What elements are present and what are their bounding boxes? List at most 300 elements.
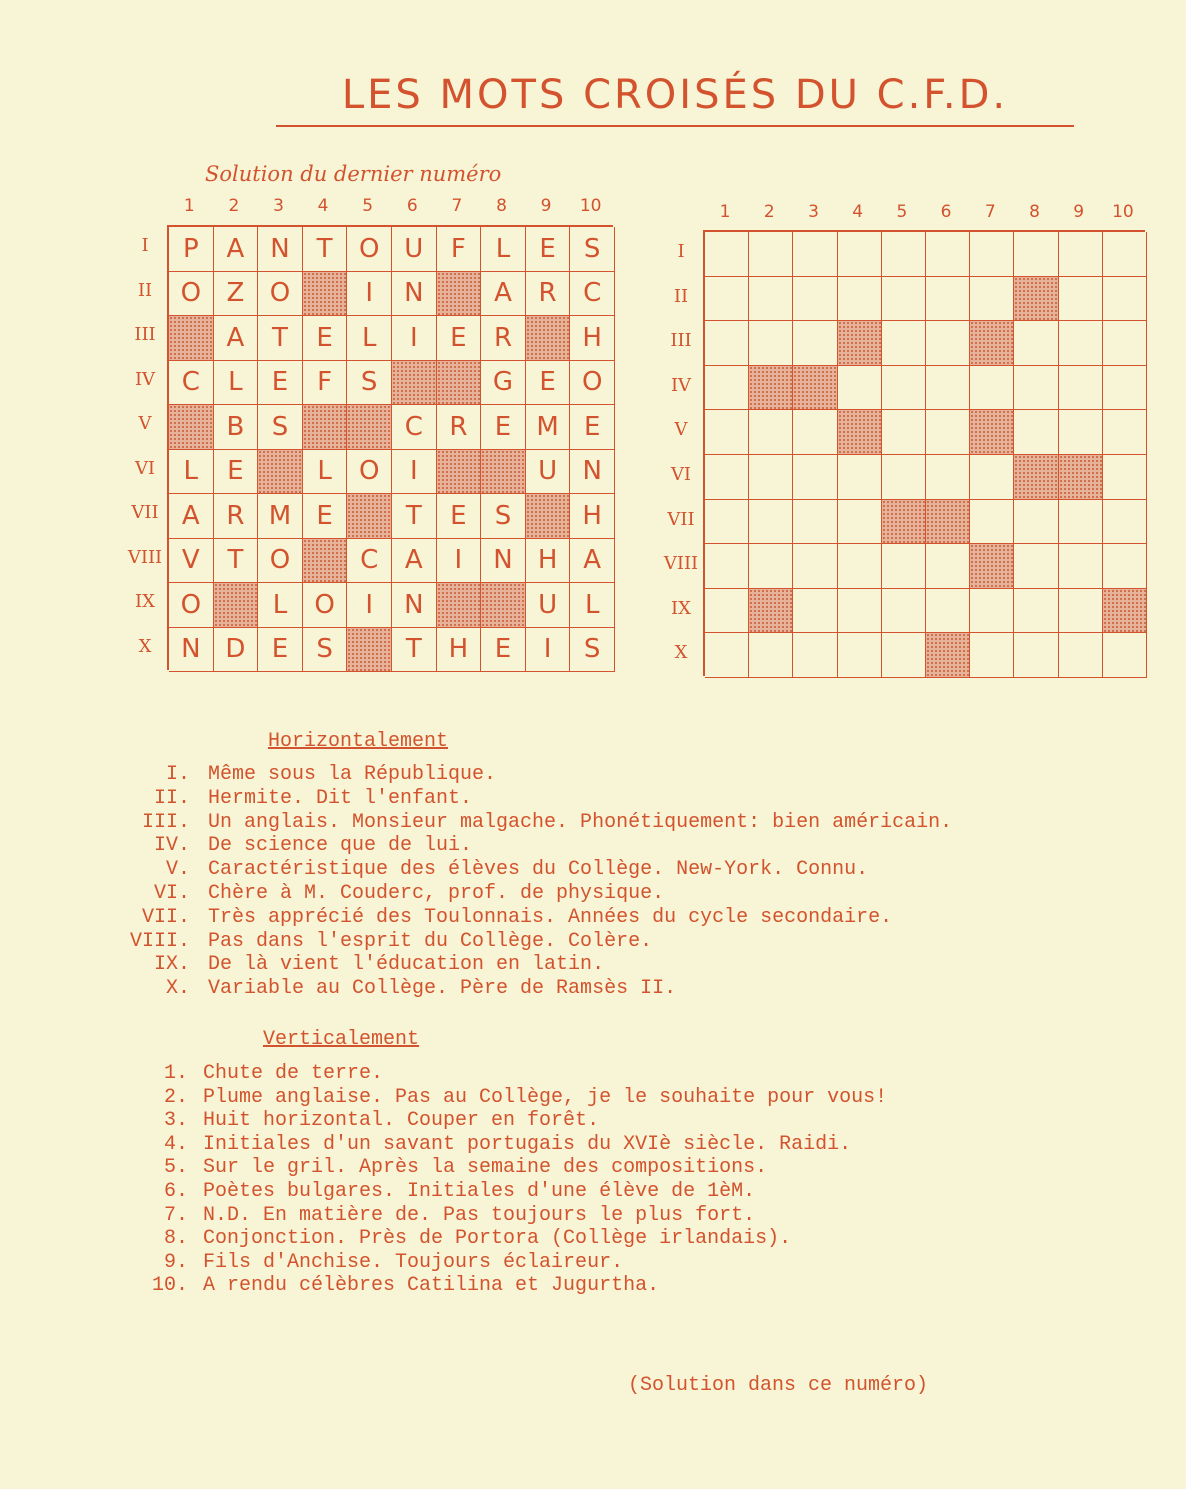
solution-column-number: 3	[273, 196, 284, 216]
grid-cell: B	[214, 405, 259, 450]
grid-cell: L	[169, 450, 214, 495]
puzzle-column-number: 8	[1029, 202, 1040, 222]
black-square	[481, 450, 526, 495]
empty-cell	[793, 633, 837, 678]
empty-cell	[1103, 277, 1147, 322]
grid-cell: L	[214, 361, 259, 406]
empty-cell	[970, 500, 1014, 545]
empty-cell	[1059, 589, 1103, 634]
grid-cell: I	[347, 272, 392, 317]
black-square	[1014, 277, 1058, 322]
grid-cell: C	[570, 272, 615, 317]
clue-line	[0, 1204, 755, 1227]
empty-cell	[838, 455, 882, 500]
grid-cell: U	[392, 227, 437, 272]
empty-cell	[705, 455, 749, 500]
black-square	[169, 405, 214, 450]
grid-cell: L	[347, 316, 392, 361]
empty-cell	[1059, 232, 1103, 277]
clue-number: 3.	[163, 1109, 188, 1133]
grid-cell: C	[347, 539, 392, 584]
clue-text: Très apprécié des Toulonnais. Années du cycle secondaire.	[208, 905, 893, 929]
grid-cell: C	[392, 405, 437, 450]
clue-text: Chute de terre.	[203, 1062, 384, 1085]
black-square	[1103, 589, 1147, 634]
black-square	[437, 450, 482, 495]
solution-column-number: 4	[317, 196, 329, 216]
empty-cell	[1014, 321, 1058, 366]
clue-number: V.	[165, 858, 190, 882]
grid-cell: M	[258, 494, 303, 539]
grid-cell: R	[437, 405, 482, 450]
clue-line	[0, 1062, 383, 1085]
empty-cell	[882, 410, 926, 455]
grid-cell: S	[481, 494, 526, 539]
black-square	[303, 272, 348, 317]
grid-cell: R	[481, 316, 526, 361]
empty-cell	[926, 410, 970, 455]
grid-cell: E	[481, 628, 526, 673]
clue-number: 9.	[163, 1250, 188, 1274]
grid-cell: I	[437, 539, 482, 584]
black-square	[347, 494, 392, 539]
grid-cell: S	[258, 405, 303, 450]
grid-cell: F	[437, 227, 482, 272]
solution-row-number: II	[137, 279, 153, 301]
solution-column-number: 2	[228, 196, 240, 216]
black-square	[303, 405, 348, 450]
solution-column-number: 6	[406, 196, 418, 216]
clue-line	[0, 1156, 767, 1179]
black-square	[1014, 455, 1058, 500]
grid-cell: E	[437, 494, 482, 539]
puzzle-column-number: 10	[1112, 202, 1134, 222]
empty-cell	[705, 544, 749, 589]
grid-cell: T	[214, 539, 259, 584]
grid-cell: N	[258, 227, 303, 272]
clue-number: 5.	[163, 1156, 188, 1180]
grid-cell: L	[258, 583, 303, 628]
solution-row-number: I	[141, 235, 149, 256]
empty-cell	[749, 277, 793, 322]
grid-cell: L	[570, 583, 615, 628]
grid-cell: N	[481, 539, 526, 584]
empty-cell	[793, 500, 837, 545]
empty-cell	[1059, 277, 1103, 322]
empty-cell	[970, 589, 1014, 634]
grid-cell: E	[526, 227, 571, 272]
black-square	[437, 361, 482, 406]
empty-cell	[705, 366, 749, 411]
grid-cell: N	[169, 628, 214, 673]
empty-cell	[838, 500, 882, 545]
puzzle-column-number: 9	[1073, 202, 1085, 222]
grid-cell: H	[526, 539, 571, 584]
black-square	[214, 583, 259, 628]
clue-text: Même sous la République.	[208, 763, 497, 786]
grid-cell: L	[303, 450, 348, 495]
clue-text: Variable au Collège. Père de Ramsès II.	[208, 977, 677, 1001]
grid-cell: O	[347, 450, 392, 495]
black-square	[481, 583, 526, 628]
grid-cell: A	[214, 227, 259, 272]
clue-line	[0, 1109, 599, 1132]
empty-cell	[1059, 633, 1103, 678]
empty-cell	[970, 366, 1014, 411]
grid-cell: U	[526, 583, 571, 628]
empty-cell	[1059, 544, 1103, 589]
empty-cell	[793, 277, 837, 322]
grid-cell: A	[169, 494, 214, 539]
clue-number: I.	[165, 763, 190, 786]
grid-cell: E	[526, 361, 571, 406]
empty-cell	[1103, 544, 1147, 589]
clue-line	[0, 1227, 791, 1250]
grid-cell: D	[214, 628, 259, 673]
empty-cell	[749, 544, 793, 589]
grid-cell: U	[526, 450, 571, 495]
puzzle-row-number: VI	[670, 464, 692, 485]
empty-cell	[882, 277, 926, 322]
solution-column-number: 7	[451, 196, 463, 216]
solution-column-number: 8	[496, 196, 507, 216]
empty-cell	[926, 277, 970, 322]
black-square	[926, 500, 970, 545]
clue-number: 4.	[163, 1132, 188, 1156]
clue-text: Chère à M. Couderc, prof. de physique.	[208, 882, 665, 905]
clue-number: 8.	[163, 1227, 188, 1251]
puzzle-row-number: X	[674, 642, 688, 664]
vertical-heading: Verticalement	[263, 1028, 420, 1051]
empty-cell	[926, 544, 970, 589]
black-square	[882, 500, 926, 545]
empty-cell	[1103, 366, 1147, 411]
grid-cell: E	[303, 494, 348, 539]
empty-cell	[882, 455, 926, 500]
puzzle-row-number: VII	[667, 508, 695, 530]
empty-cell	[882, 589, 926, 634]
clue-line	[0, 1274, 659, 1297]
clue-number: IV.	[153, 834, 190, 858]
empty-cell	[705, 500, 749, 545]
puzzle-column-number: 6	[940, 202, 952, 222]
empty-cell	[705, 633, 749, 678]
empty-cell	[926, 366, 970, 411]
empty-cell	[1103, 321, 1147, 366]
empty-cell	[926, 455, 970, 500]
black-square	[437, 272, 482, 317]
grid-cell: O	[258, 539, 303, 584]
grid-cell: T	[392, 628, 437, 673]
empty-cell	[970, 455, 1014, 500]
grid-cell: I	[526, 628, 571, 673]
solution-row-number: IV	[134, 368, 156, 390]
solution-grid	[167, 225, 613, 670]
grid-cell: O	[258, 272, 303, 317]
grid-cell: A	[214, 316, 259, 361]
clue-number: 6.	[163, 1180, 188, 1203]
grid-cell: T	[303, 227, 348, 272]
solution-row-number: VII	[131, 502, 159, 523]
solution-row-number: VIII	[127, 546, 163, 568]
clue-line	[0, 763, 496, 786]
black-square	[347, 405, 392, 450]
empty-cell	[1014, 633, 1058, 678]
clue-number: VIII.	[129, 929, 190, 953]
grid-cell: I	[392, 316, 437, 361]
black-square	[1059, 455, 1103, 500]
empty-cell	[838, 366, 882, 411]
empty-cell	[1059, 410, 1103, 455]
grid-cell: S	[303, 628, 348, 673]
grid-cell: T	[392, 494, 437, 539]
title-underline	[276, 125, 1074, 127]
empty-cell	[793, 321, 837, 366]
solution-row-number: IX	[135, 591, 155, 612]
grid-cell: I	[347, 583, 392, 628]
clue-text: Pas dans l'esprit du Collège. Colère.	[208, 929, 653, 953]
solution-row-number: V	[138, 413, 152, 434]
puzzle-row-number: II	[673, 285, 689, 307]
empty-cell	[705, 232, 749, 277]
grid-cell: S	[570, 227, 615, 272]
puzzle-column-number: 5	[896, 202, 908, 222]
clue-line	[0, 858, 868, 881]
grid-cell: O	[303, 583, 348, 628]
black-square	[970, 321, 1014, 366]
clue-text: De là vient l'éducation en latin.	[208, 953, 605, 977]
clue-text: Poètes bulgares. Initiales d'une élève de 1èM.	[203, 1180, 756, 1203]
clue-text: Plume anglaise. Pas au Collège, je le souhaite pour vous!	[203, 1085, 888, 1109]
black-square	[258, 450, 303, 495]
empty-cell	[838, 232, 882, 277]
grid-cell: E	[258, 628, 303, 673]
grid-cell: O	[169, 583, 214, 628]
grid-cell: Z	[214, 272, 259, 317]
clue-number: VII.	[141, 905, 190, 929]
clue-number: II.	[153, 786, 190, 810]
black-square	[926, 633, 970, 678]
empty-cell	[749, 321, 793, 366]
grid-cell: O	[169, 272, 214, 317]
puzzle-grid	[703, 230, 1145, 676]
empty-cell	[838, 544, 882, 589]
clue-number: X.	[165, 977, 190, 1001]
empty-cell	[793, 232, 837, 277]
empty-cell	[793, 410, 837, 455]
empty-cell	[882, 232, 926, 277]
solution-column-number: 5	[362, 196, 374, 216]
grid-cell: E	[303, 316, 348, 361]
clue-line	[0, 834, 472, 857]
empty-cell	[1103, 633, 1147, 678]
empty-cell	[882, 366, 926, 411]
clue-number: VI.	[153, 882, 190, 905]
clue-text: Conjonction. Près de Portora (Collège irlandais).	[203, 1227, 792, 1251]
empty-cell	[1014, 544, 1058, 589]
black-square	[303, 539, 348, 584]
grid-cell: N	[570, 450, 615, 495]
clue-line	[0, 930, 652, 953]
grid-cell: E	[258, 361, 303, 406]
grid-cell: S	[347, 361, 392, 406]
grid-cell: N	[392, 272, 437, 317]
empty-cell	[749, 633, 793, 678]
grid-cell: R	[526, 272, 571, 317]
black-square	[970, 544, 1014, 589]
empty-cell	[926, 232, 970, 277]
empty-cell	[1014, 232, 1058, 277]
grid-cell: I	[392, 450, 437, 495]
page-title: LES MOTS CROISÉS DU C.F.D.	[341, 72, 1009, 118]
black-square	[970, 410, 1014, 455]
solution-label: Solution du dernier numéro	[205, 162, 502, 186]
clue-line	[0, 953, 604, 976]
empty-cell	[882, 321, 926, 366]
empty-cell	[1014, 366, 1058, 411]
empty-cell	[882, 633, 926, 678]
grid-cell: O	[570, 361, 615, 406]
grid-cell: E	[214, 450, 259, 495]
empty-cell	[838, 589, 882, 634]
puzzle-column-number: 3	[808, 202, 819, 222]
grid-cell: E	[570, 405, 615, 450]
horizontal-heading: Horizontalement	[268, 730, 449, 753]
puzzle-row-number: IX	[671, 597, 691, 619]
clue-number: 10.	[151, 1274, 188, 1298]
clue-line	[0, 811, 952, 834]
empty-cell	[705, 277, 749, 322]
empty-cell	[1059, 366, 1103, 411]
empty-cell	[882, 544, 926, 589]
puzzle-column-number: 2	[763, 202, 775, 222]
solution-column-number: 9	[540, 196, 552, 216]
solution-row-number: III	[134, 324, 156, 345]
empty-cell	[705, 589, 749, 634]
solution-note: (Solution dans ce numéro)	[628, 1374, 929, 1397]
grid-cell: A	[481, 272, 526, 317]
empty-cell	[1103, 500, 1147, 545]
black-square	[749, 589, 793, 634]
black-square	[526, 316, 571, 361]
black-square	[838, 321, 882, 366]
puzzle-row-number: I	[677, 241, 685, 262]
grid-cell: H	[570, 494, 615, 539]
clue-number: III.	[141, 810, 190, 834]
clue-text: Initiales d'un savant portugais du XVIè siècle. Raidi.	[203, 1132, 852, 1156]
empty-cell	[838, 633, 882, 678]
grid-cell: S	[570, 628, 615, 673]
empty-cell	[749, 455, 793, 500]
solution-row-number: VI	[134, 457, 156, 479]
black-square	[838, 410, 882, 455]
clue-text: Huit horizontal. Couper en forêt.	[203, 1109, 600, 1133]
empty-cell	[749, 500, 793, 545]
empty-cell	[749, 410, 793, 455]
grid-cell: T	[258, 316, 303, 361]
grid-cell: E	[437, 316, 482, 361]
grid-cell: H	[437, 628, 482, 673]
grid-cell: O	[347, 227, 392, 272]
empty-cell	[970, 633, 1014, 678]
clue-line	[0, 1251, 623, 1274]
empty-cell	[1014, 500, 1058, 545]
empty-cell	[1014, 410, 1058, 455]
puzzle-row-number: IV	[670, 374, 692, 396]
clue-number: 2.	[163, 1085, 188, 1109]
clue-number: 7.	[163, 1203, 188, 1227]
puzzle-row-number: VIII	[663, 553, 699, 575]
empty-cell	[838, 277, 882, 322]
empty-cell	[970, 277, 1014, 322]
grid-cell: L	[481, 227, 526, 272]
grid-cell: C	[169, 361, 214, 406]
solution-row-number: X	[138, 635, 152, 657]
grid-cell: E	[481, 405, 526, 450]
empty-cell	[1014, 589, 1058, 634]
clue-text: Fils d'Anchise. Toujours éclaireur.	[203, 1250, 624, 1274]
clue-number: 1.	[163, 1062, 188, 1085]
empty-cell	[793, 589, 837, 634]
grid-cell: N	[392, 583, 437, 628]
empty-cell	[970, 232, 1014, 277]
clue-line	[0, 906, 892, 929]
empty-cell	[926, 589, 970, 634]
solution-column-number: 1	[183, 196, 195, 216]
black-square	[347, 628, 392, 673]
grid-cell: M	[526, 405, 571, 450]
clue-text: Un anglais. Monsieur malgache. Phonétiquement: bien américain.	[208, 810, 953, 834]
clue-line	[0, 882, 664, 905]
clue-line	[0, 787, 472, 810]
empty-cell	[1059, 321, 1103, 366]
empty-cell	[926, 321, 970, 366]
clue-text: De science que de lui.	[208, 834, 473, 858]
clue-text: Hermite. Dit l'enfant.	[208, 786, 473, 810]
empty-cell	[793, 455, 837, 500]
clue-text: A rendu célèbres Catilina et Jugurtha.	[203, 1274, 660, 1298]
puzzle-row-number: V	[674, 419, 688, 441]
empty-cell	[705, 321, 749, 366]
clue-line	[0, 1086, 887, 1109]
black-square	[793, 366, 837, 411]
grid-cell: V	[169, 539, 214, 584]
grid-cell: A	[570, 539, 615, 584]
grid-cell: P	[169, 227, 214, 272]
clue-line	[0, 1180, 755, 1203]
empty-cell	[793, 544, 837, 589]
grid-cell: H	[570, 316, 615, 361]
clue-text: Caractéristique des élèves du Collège. New-York. Connu.	[208, 858, 869, 882]
empty-cell	[1059, 500, 1103, 545]
empty-cell	[705, 410, 749, 455]
grid-cell: R	[214, 494, 259, 539]
puzzle-column-number: 4	[852, 202, 864, 222]
puzzle-row-number: III	[670, 330, 692, 352]
black-square	[437, 583, 482, 628]
black-square	[749, 366, 793, 411]
clue-text: N.D. En matière de. Pas toujours le plus fort.	[203, 1203, 756, 1227]
empty-cell	[1103, 455, 1147, 500]
clue-line	[0, 977, 676, 1000]
empty-cell	[1103, 410, 1147, 455]
empty-cell	[1103, 232, 1147, 277]
black-square	[169, 316, 214, 361]
clue-text: Sur le gril. Après la semaine des compositions.	[203, 1156, 768, 1180]
black-square	[392, 361, 437, 406]
grid-cell: A	[392, 539, 437, 584]
grid-cell: G	[481, 361, 526, 406]
